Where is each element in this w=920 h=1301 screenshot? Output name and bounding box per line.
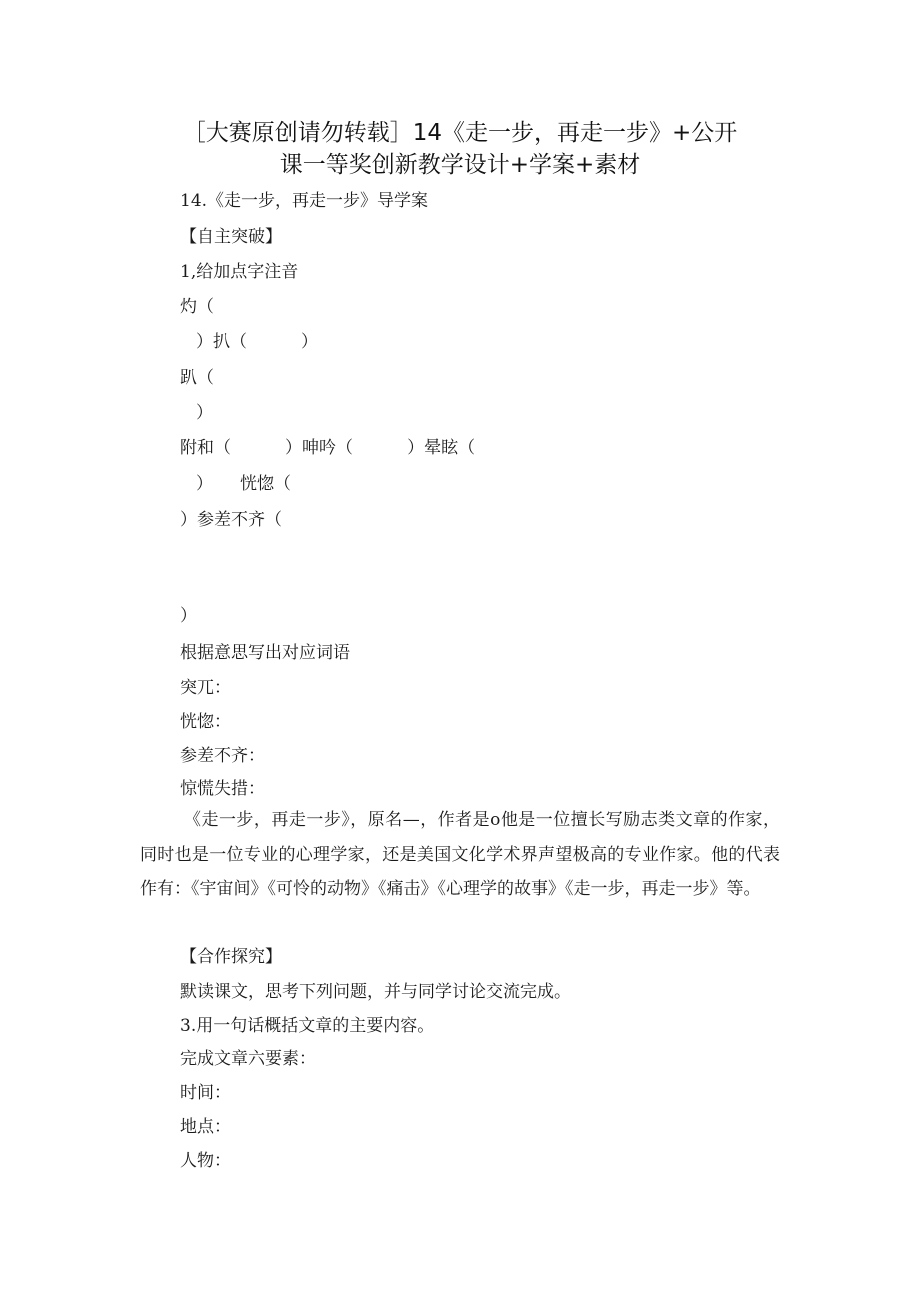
vocab-item: 参差不齐： xyxy=(180,746,265,766)
question-1-pinyin: 1,给加点字注音 xyxy=(180,262,299,282)
section-heading-self-study: 【自主突破】 xyxy=(180,227,282,247)
pinyin-row-2: ）扒（ ） xyxy=(196,332,319,352)
question-4-six-elements: 完成文章六要素： xyxy=(180,1049,316,1069)
element-item: 地点： xyxy=(180,1117,231,1137)
vocab-item: 突兀： xyxy=(180,678,231,698)
question-3-summary: 3.用一句话概括文章的主要内容。 xyxy=(180,1016,435,1036)
pinyin-row-8: ） xyxy=(180,606,197,626)
document-title-line-2: 课一等奖创新教学设计+学案+素材 xyxy=(279,152,641,178)
question-2-vocabulary: 根据意思写出对应词语 xyxy=(180,643,350,663)
vocab-item: 恍惚： xyxy=(180,712,231,732)
pinyin-row-5: 附和（ ）呻吟（ ）晕眩（ xyxy=(180,438,476,458)
pinyin-row-1: 灼（ xyxy=(180,297,214,317)
section-heading-cooperative: 【合作探究】 xyxy=(180,947,282,967)
pinyin-row-4: ） xyxy=(196,403,213,423)
author-intro-paragraph: 《走一步，再走一步》，原名—，作者是o他是一位擅长写励志类文章的作家，同时也是一位专业的心理学家，还是美国文化学术界声望极高的专业作家。他的代表作有：《宇宙间》《可怜的动物》《痛击》《心理学的故事》《走一步，再走一步》等。 xyxy=(140,810,780,899)
reading-instruction: 默读课文，思考下列问题，并与同学讨论交流完成。 xyxy=(180,982,571,1002)
document-title-line-1: ［大赛原创请勿转载］14《走一步，再走一步》+公开 xyxy=(182,120,738,146)
element-item: 时间： xyxy=(180,1083,231,1103)
worksheet-subtitle: 14.《走一步，再走一步》导学案 xyxy=(180,191,429,211)
vocab-item: 惊慌失措： xyxy=(180,779,265,799)
element-item: 人物： xyxy=(180,1151,231,1171)
pinyin-row-7: ）参差不齐（ xyxy=(180,510,282,530)
pinyin-row-6: ） 恍惚（ xyxy=(196,474,292,494)
pinyin-row-3: 趴（ xyxy=(180,368,214,388)
